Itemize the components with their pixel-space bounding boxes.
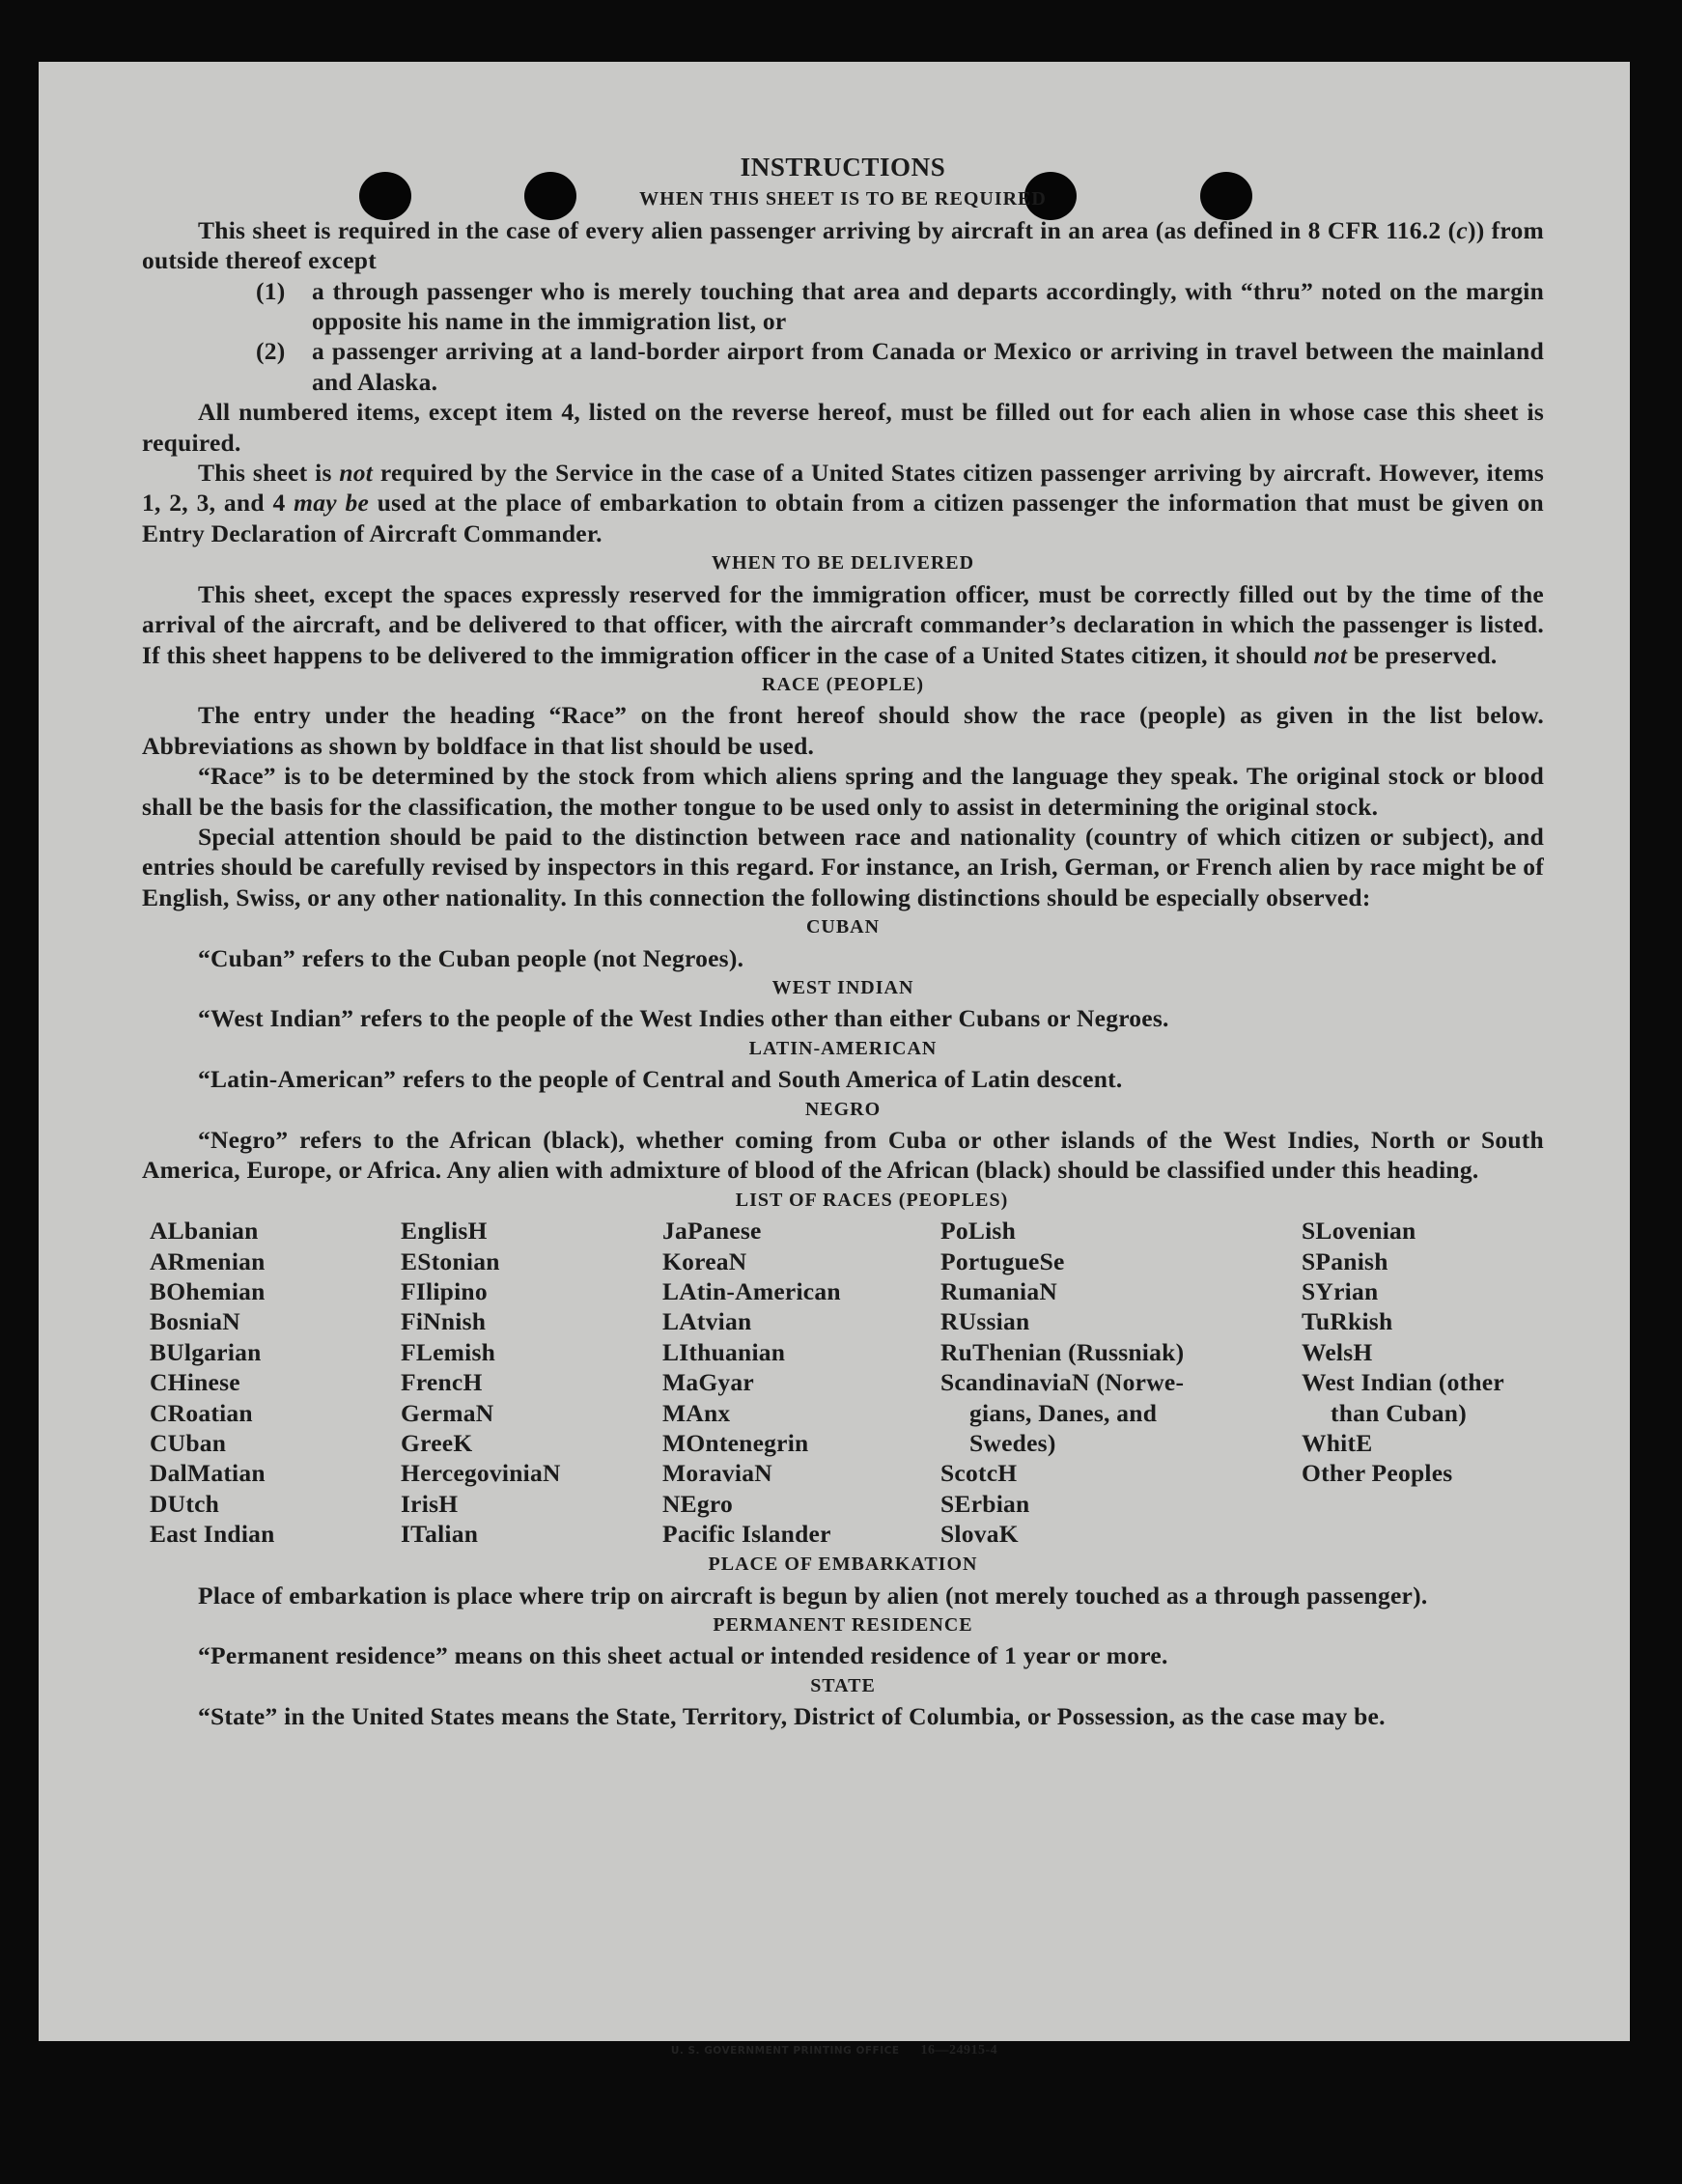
race-entry: SErbian <box>940 1489 1030 1518</box>
race-entry: PortugueSe <box>940 1246 1065 1275</box>
race-entry: EStonian <box>401 1246 500 1275</box>
race-entry: MOntenegrin <box>662 1429 809 1458</box>
section-heading: RACE (PEOPLE) <box>762 673 924 695</box>
page-title: INSTRUCTIONS <box>740 153 946 182</box>
list-text: a through passenger who is merely touching that area and departs accordingly, with “thru” noted on the margin opposite his name in the immigration list, or <box>312 276 1544 336</box>
section-heading: WHEN TO BE DELIVERED <box>711 552 975 574</box>
instructions-body <box>142 153 1544 1732</box>
section-heading: NEGRO <box>804 1098 882 1120</box>
paragraph <box>142 822 1544 912</box>
text-segment: All numbered items, except item 4, listed on the reverse hereof, must be filled out for each alien in whose case this sheet is required. <box>142 398 1544 457</box>
section-heading: LATIN-AMERICAN <box>748 1037 938 1059</box>
text-segment: “Negro” refers to the African (black), whether coming from Cuba or other islands of the West Indies, North or South America, Europe, or Africa. Any alien with admixture of blood of the African (black) should be classified under this heading. <box>142 1126 1544 1185</box>
races-column <box>150 1216 275 1549</box>
race-entry: SPanish <box>1302 1246 1388 1275</box>
race-entry: Pacific Islander <box>662 1520 831 1549</box>
text-segment: may be <box>294 489 370 518</box>
section-heading: PERMANENT RESIDENCE <box>713 1614 973 1637</box>
race-entry: ScandinaviaN (Norwe- <box>940 1368 1185 1397</box>
form-code: 16—24915-4 <box>920 2043 998 2058</box>
list-number: (1) <box>256 276 286 305</box>
race-entry: SLovenian <box>1302 1217 1416 1246</box>
section-heading: PLACE OF EMBARKATION <box>708 1554 978 1576</box>
race-entry: FIlipino <box>401 1277 488 1306</box>
race-entry: CRoatian <box>150 1398 253 1427</box>
text-segment: “Permanent residence” means on this sheet actual or intended residence of 1 year or more. <box>198 1641 1168 1670</box>
text-segment: This sheet is required in the case of every alien passenger arriving by aircraft in an area (as defined in 8 CFR 116.2 ( <box>198 215 1457 244</box>
printer-footer <box>39 2043 1630 2058</box>
race-entry: CUban <box>150 1429 227 1458</box>
race-entry: CHinese <box>150 1368 240 1397</box>
race-entry: East Indian <box>150 1520 275 1549</box>
race-entry: JaPanese <box>662 1217 762 1246</box>
race-entry: than Cuban) <box>1331 1398 1467 1427</box>
numbered-list <box>256 276 1544 398</box>
race-entry: DalMatian <box>150 1459 266 1488</box>
text-segment: used at the place of embarkation to obtain from a citizen passenger the information that must be given on Entry Declaration of Aircraft Commander. <box>142 489 1544 547</box>
race-entry: ScotcH <box>940 1459 1018 1488</box>
paragraph <box>142 1003 1544 1033</box>
race-entry: RumaniaN <box>940 1277 1058 1306</box>
race-entry: TuRkish <box>1302 1307 1393 1336</box>
race-entry: WhitE <box>1302 1429 1373 1458</box>
races-column <box>401 1216 561 1549</box>
list-item <box>256 336 1544 397</box>
race-entry: BUlgarian <box>150 1337 262 1366</box>
race-entry: FrencH <box>401 1368 483 1397</box>
race-entry: SlovaK <box>940 1520 1019 1549</box>
race-entry: LAtvian <box>662 1307 752 1336</box>
race-entry: MoraviaN <box>662 1459 772 1488</box>
race-entry: LAtin-American <box>662 1277 841 1306</box>
races-heading: LIST OF RACES (PEOPLES) <box>735 1189 1009 1211</box>
race-entry: BOhemian <box>150 1277 266 1306</box>
races-column <box>940 1216 1184 1549</box>
paragraph <box>142 1064 1544 1094</box>
paragraph <box>142 579 1544 670</box>
race-entry: FLemish <box>401 1337 496 1366</box>
race-entry: ALbanian <box>150 1217 259 1246</box>
race-entry: West Indian (other <box>1302 1368 1504 1397</box>
race-entry: KoreaN <box>662 1246 747 1275</box>
race-entry: GreeK <box>401 1429 473 1458</box>
text-segment: required by the Service in the case of a United States citizen passenger arriving by aircraft. However, items 1, 2, 3, and 4 <box>142 459 1544 518</box>
race-entry: MaGyar <box>662 1368 754 1397</box>
race-entry: Swedes) <box>969 1429 1056 1458</box>
race-entry: MAnx <box>662 1398 731 1427</box>
text-segment: Place of embarkation is place where trip on aircraft is begun by alien (not merely touched as a through passenger). <box>198 1581 1428 1610</box>
race-entry: ARmenian <box>150 1246 266 1275</box>
paragraph <box>142 1701 1544 1731</box>
text-segment: This sheet is <box>198 459 340 488</box>
race-entry: Other Peoples <box>1302 1459 1453 1488</box>
text-segment: The entry under the heading “Race” on the front hereof should show the race (people) as given in the list below. Abbreviations as shown by boldface in that list should be used. <box>142 701 1544 760</box>
race-entry: BosniaN <box>150 1307 240 1336</box>
race-entry: WelsH <box>1302 1337 1373 1366</box>
section-heading: WEST INDIAN <box>771 976 914 998</box>
section-heading: STATE <box>810 1674 876 1696</box>
race-entry: EnglisH <box>401 1217 488 1246</box>
race-entry: gians, Danes, and <box>969 1398 1158 1427</box>
race-entry: FiNnish <box>401 1307 487 1336</box>
text-segment: be preserved. <box>1347 640 1498 669</box>
race-entry: IrisH <box>401 1489 459 1518</box>
section-heading: CUBAN <box>805 916 881 938</box>
paragraph <box>142 761 1544 822</box>
text-segment: “Latin-American” refers to the people of Central and South America of Latin descent. <box>198 1065 1123 1094</box>
text-segment: )) from outside thereof except <box>142 215 1544 275</box>
paragraph <box>142 1581 1544 1610</box>
paragraph <box>142 1640 1544 1670</box>
races-list <box>150 1216 1544 1550</box>
race-entry: HercegoviniaN <box>401 1459 561 1488</box>
paragraph <box>142 700 1544 761</box>
paragraph <box>142 397 1544 458</box>
text-segment: “State” in the United States means the State, Territory, District of Columbia, or Possession, as the case may be. <box>198 1702 1386 1731</box>
races-column <box>662 1216 841 1549</box>
race-entry: LIthuanian <box>662 1337 786 1366</box>
race-entry: DUtch <box>150 1489 220 1518</box>
list-text: a passenger arriving at a land-border airport from Canada or Mexico or arriving in travel between the mainland and Alaska. <box>312 337 1544 396</box>
paragraph <box>142 215 1544 276</box>
race-entry: NEgro <box>662 1489 734 1518</box>
text-segment: not <box>339 459 374 488</box>
race-entry: SYrian <box>1302 1277 1379 1306</box>
list-item <box>256 276 1544 337</box>
text-segment: “Race” is to be determined by the stock from which aliens spring and the language they speak. The original stock or blood shall be the basis for the classification, the mother tongue to be used only to assist in determining the original stock. <box>142 762 1544 821</box>
text-segment: “West Indian” refers to the people of the West Indies other than either Cubans or Negroes. <box>198 1004 1169 1033</box>
text-segment: “Cuban” refers to the Cuban people (not Negroes). <box>198 943 744 972</box>
race-entry: GermaN <box>401 1398 494 1427</box>
section-heading: WHEN THIS SHEET IS TO BE REQUIRED <box>639 188 1047 210</box>
printer-name: U. S. GOVERNMENT PRINTING OFFICE <box>670 2045 900 2057</box>
text-segment: Special attention should be paid to the distinction between race and nationality (country of which citizen or subject), and entries should be carefully revised by inspectors in this regard. For instance, an Irish, German, or French alien by race might be of English, Swiss, or any other nationality. In this connection the following distinctions should be especially observed: <box>142 822 1544 911</box>
paragraph <box>142 1125 1544 1186</box>
text-segment: c <box>1456 215 1468 244</box>
text-segment: This sheet, except the spaces expressly reserved for the immigration officer, must be correctly filled out by the time of the arrival of the aircraft, and be delivered to that officer, with the aircraft commander’s declaration in which the passenger is listed. If this sheet happens to be delivered to the immigration officer in the case of a United States citizen, it should <box>142 579 1544 669</box>
races-column <box>1302 1216 1504 1489</box>
race-entry: RUssian <box>940 1307 1030 1336</box>
text-segment: not <box>1313 640 1348 669</box>
race-entry: ITalian <box>401 1520 479 1549</box>
paragraph <box>142 458 1544 548</box>
race-entry: RuThenian (Russniak) <box>940 1337 1185 1366</box>
paragraph <box>142 943 1544 973</box>
list-number: (2) <box>256 337 286 366</box>
race-entry: PoLish <box>940 1217 1017 1246</box>
